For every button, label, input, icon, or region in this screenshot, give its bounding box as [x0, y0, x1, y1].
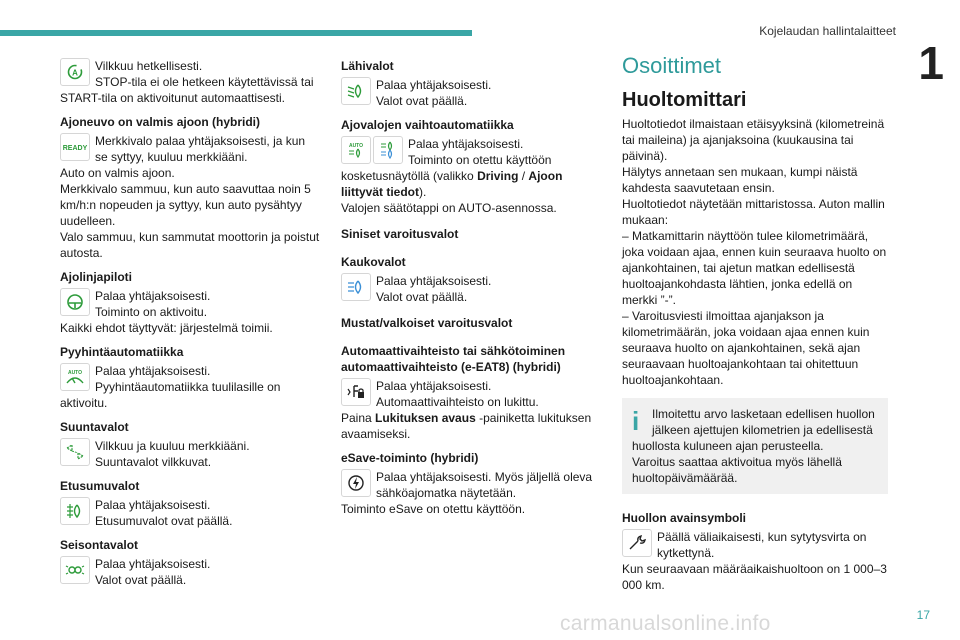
esave-entry — [341, 469, 603, 517]
paragraph: Huoltotiedot näytetään mittaristossa. Auton mallin mukaan: — [622, 197, 885, 227]
text: Päällä väliaikaisesti, kun sytytysvirta on — [657, 530, 867, 544]
side-entry — [60, 556, 322, 588]
text: Vilkkuu ja kuuluu merkkiääni. — [95, 439, 250, 453]
page-number: 17 — [916, 608, 930, 622]
main-beam-entry — [341, 273, 603, 305]
dipped-entry — [341, 77, 603, 109]
auto-headlamp-icon — [341, 136, 371, 164]
text: Palaa yhtäjaksoisesti. — [95, 364, 211, 378]
chapter-number: 1 — [918, 37, 944, 89]
eat8-heading: Automaattivaihteisto tai sähkötoiminen automaattivaihteisto (e-EAT8) (hybridi) — [341, 344, 566, 374]
svg-text:READY: READY — [62, 145, 88, 152]
text: Kun seuraavaan määräaikaishuoltoon on 1 000–3 000 km. — [622, 562, 887, 592]
lane-entry — [60, 288, 322, 336]
turn-signal-icon — [60, 438, 90, 466]
blue-group-heading: Siniset varoitusvalot — [341, 227, 459, 241]
dipped-heading: Lähivalot — [341, 59, 394, 73]
paragraph: – Varoitusviesti ilmoittaa ajanjakson ja kilometrimäärän, joka voidaan ajaa ennen kuin seuraava huolto on ajankohtainen, sekä ajan seuraavaan huoltoajankohtaan tai ohitettuun huoltoajankohtaan. — [622, 309, 870, 387]
stop-start-a-icon — [60, 58, 90, 86]
text: Kaikki ehdot täyttyvät: järjestelmä toimii. — [60, 321, 273, 335]
text: Palaa yhtäjaksoisesti. — [376, 379, 492, 393]
side-heading: Seisontavalot — [60, 538, 139, 552]
text: Valot ovat päällä. — [376, 290, 468, 304]
text: Merkkivalo sammuu, kun auto saavuttaa noin 5 km/h:n nopeuden ja syttyy, kun auto pysähtyy uudelleen. — [60, 182, 311, 228]
info-note — [622, 398, 888, 494]
turn-entry — [60, 438, 322, 470]
text: Paina — [341, 411, 376, 425]
watermark: carmanualsonline.info — [560, 612, 771, 635]
text: -painiketta lukituksen avaamiseksi. — [341, 411, 592, 441]
wrench-icon — [622, 529, 652, 557]
text: Valo sammuu, kun sammutat moottorin ja poistut autosta. — [60, 230, 320, 260]
text: ). — [419, 185, 427, 199]
text: Merkkivalo palaa yhtäjaksoisesti, ja kun — [95, 134, 306, 148]
front-fog-entry — [60, 497, 322, 529]
key-entry — [622, 529, 888, 593]
text: Pyyhintäautomatiikka tuulilasille on — [95, 380, 281, 394]
paragraph: Hälytys annetaan sen mukaan, kumpi näistä kahdesta saavutetaan ensin. — [622, 165, 858, 195]
turn-heading: Suuntavalot — [60, 420, 129, 434]
eat8-unlock-text — [341, 410, 603, 442]
text: START-tila on aktivoitunut automaattisesti. — [60, 91, 285, 105]
esave-icon — [341, 469, 371, 497]
header-title: Kojelaudan hallintalaitteet — [759, 24, 896, 38]
dipped-beam-icon — [341, 77, 371, 105]
bw-group-heading: Mustat/valkoiset varoitusvalot — [341, 316, 513, 330]
text: / — [518, 169, 529, 183]
paragraph: Huoltotiedot ilmaistaan etäisyyksinä (kilometreinä tai maileina) ja ajanjaksoina (kuukausina tai päivinä). — [622, 117, 885, 163]
svg-text:AUTO: AUTO — [67, 370, 83, 376]
auto-dip-entry — [341, 136, 603, 216]
auto-dip-icon-pair — [341, 136, 403, 164]
text: STOP-tila ei ole hetkeen käytettävissä tai — [95, 75, 314, 89]
text: kytkettynä. — [657, 546, 715, 560]
text: aktivoitu. — [60, 396, 108, 410]
text: Auto on valmis ajoon. — [60, 166, 175, 180]
text: Palaa yhtäjaksoisesti. — [408, 137, 524, 151]
text: Palaa yhtäjaksoisesti. — [376, 78, 492, 92]
paragraph: – Matkamittarin näyttöön tulee kilometrimäärä, joka voidaan ajaa, ennen kuin seuraava huolto on ajankohtainen, tai ajetun matkan edellisestä huoltoajankohdasta lähtien, jonka edellä on merkki ”-”. — [622, 229, 887, 307]
gearbox-lock-icon — [341, 378, 371, 406]
section-title: Osoittimet — [622, 53, 722, 78]
stop-start-entry — [60, 58, 322, 106]
text: Valot ovat päällä. — [95, 573, 187, 587]
unlock-button-label: Lukituksen avaus — [375, 411, 476, 425]
column-2 — [341, 58, 603, 517]
wiper-heading: Pyyhintäautomatiikka — [60, 345, 184, 359]
text: Etusumuvalot ovat päällä. — [95, 514, 233, 528]
text: sähköajomatka näytetään. — [376, 486, 517, 500]
text: Palaa yhtäjaksoisesti. — [95, 557, 211, 571]
ready-entry — [60, 133, 322, 261]
text: Valojen säätötappi on AUTO-asennossa. — [341, 201, 557, 215]
text: Suuntavalot vilkkuvat. — [95, 455, 212, 469]
auto-wiper-icon — [60, 363, 90, 391]
column-3 — [622, 53, 888, 593]
ready-icon — [60, 133, 90, 161]
text: Palaa yhtäjaksoisesti. — [95, 498, 211, 512]
front-fog-icon — [60, 497, 90, 525]
menu-driving-info: Ajoon liittyvät tiedot — [341, 169, 563, 199]
main-beam-heading: Kaukovalot — [341, 255, 406, 269]
esave-heading: eSave-toiminto (hybridi) — [341, 451, 479, 465]
text: Toiminto eSave on otettu käyttöön. — [341, 502, 526, 516]
text: Ilmoitettu arvo lasketaan edellisen huollon jälkeen ajettujen kilometrien ja edellisestä huollosta kuluneen ajan perusteella. — [632, 407, 875, 453]
text: kosketusnäytöllä (valikko — [341, 169, 478, 183]
text: Vilkkuu hetkellisesti. — [95, 59, 203, 73]
main-beam-icon — [341, 273, 371, 301]
svg-text:AUTO: AUTO — [348, 143, 364, 149]
text: Valot ovat päällä. — [376, 94, 468, 108]
eat8-entry — [341, 378, 603, 442]
front-fog-heading: Etusumuvalot — [60, 479, 140, 493]
text: Toiminto on otettu käyttöön — [408, 153, 552, 167]
header-accent-bar — [0, 30, 472, 36]
text: Varoitus saattaa aktivoitua myös lähellä huoltopäivämäärää. — [632, 455, 842, 485]
lane-heading: Ajolinjapiloti — [60, 270, 132, 284]
info-icon: i — [632, 406, 640, 436]
text: Toiminto on aktivoitu. — [95, 305, 208, 319]
text: Automaattivaihteisto on lukittu. — [376, 395, 539, 409]
page-title: Huoltomittari — [622, 89, 747, 111]
lane-assist-icon — [60, 288, 90, 316]
text: Palaa yhtäjaksoisesti. — [376, 274, 492, 288]
auto-dip-menu-text — [341, 168, 603, 200]
svg-text:A: A — [72, 68, 78, 78]
key-heading: Huollon avainsymboli — [622, 511, 747, 525]
sidelights-icon — [60, 556, 90, 584]
auto-dip-heading: Ajovalojen vaihtoautomatiikka — [341, 118, 514, 132]
text: Palaa yhtäjaksoisesti. Myös jäljellä oleva — [376, 470, 593, 484]
ready-heading: Ajoneuvo on valmis ajoon (hybridi) — [60, 115, 261, 129]
column-1 — [60, 58, 322, 588]
high-beam-auto-icon — [373, 136, 403, 164]
text: Palaa yhtäjaksoisesti. — [95, 289, 211, 303]
menu-driving: Driving — [477, 169, 519, 183]
text: se syttyy, kuuluu merkkiääni. — [95, 150, 248, 164]
wiper-entry — [60, 363, 322, 411]
